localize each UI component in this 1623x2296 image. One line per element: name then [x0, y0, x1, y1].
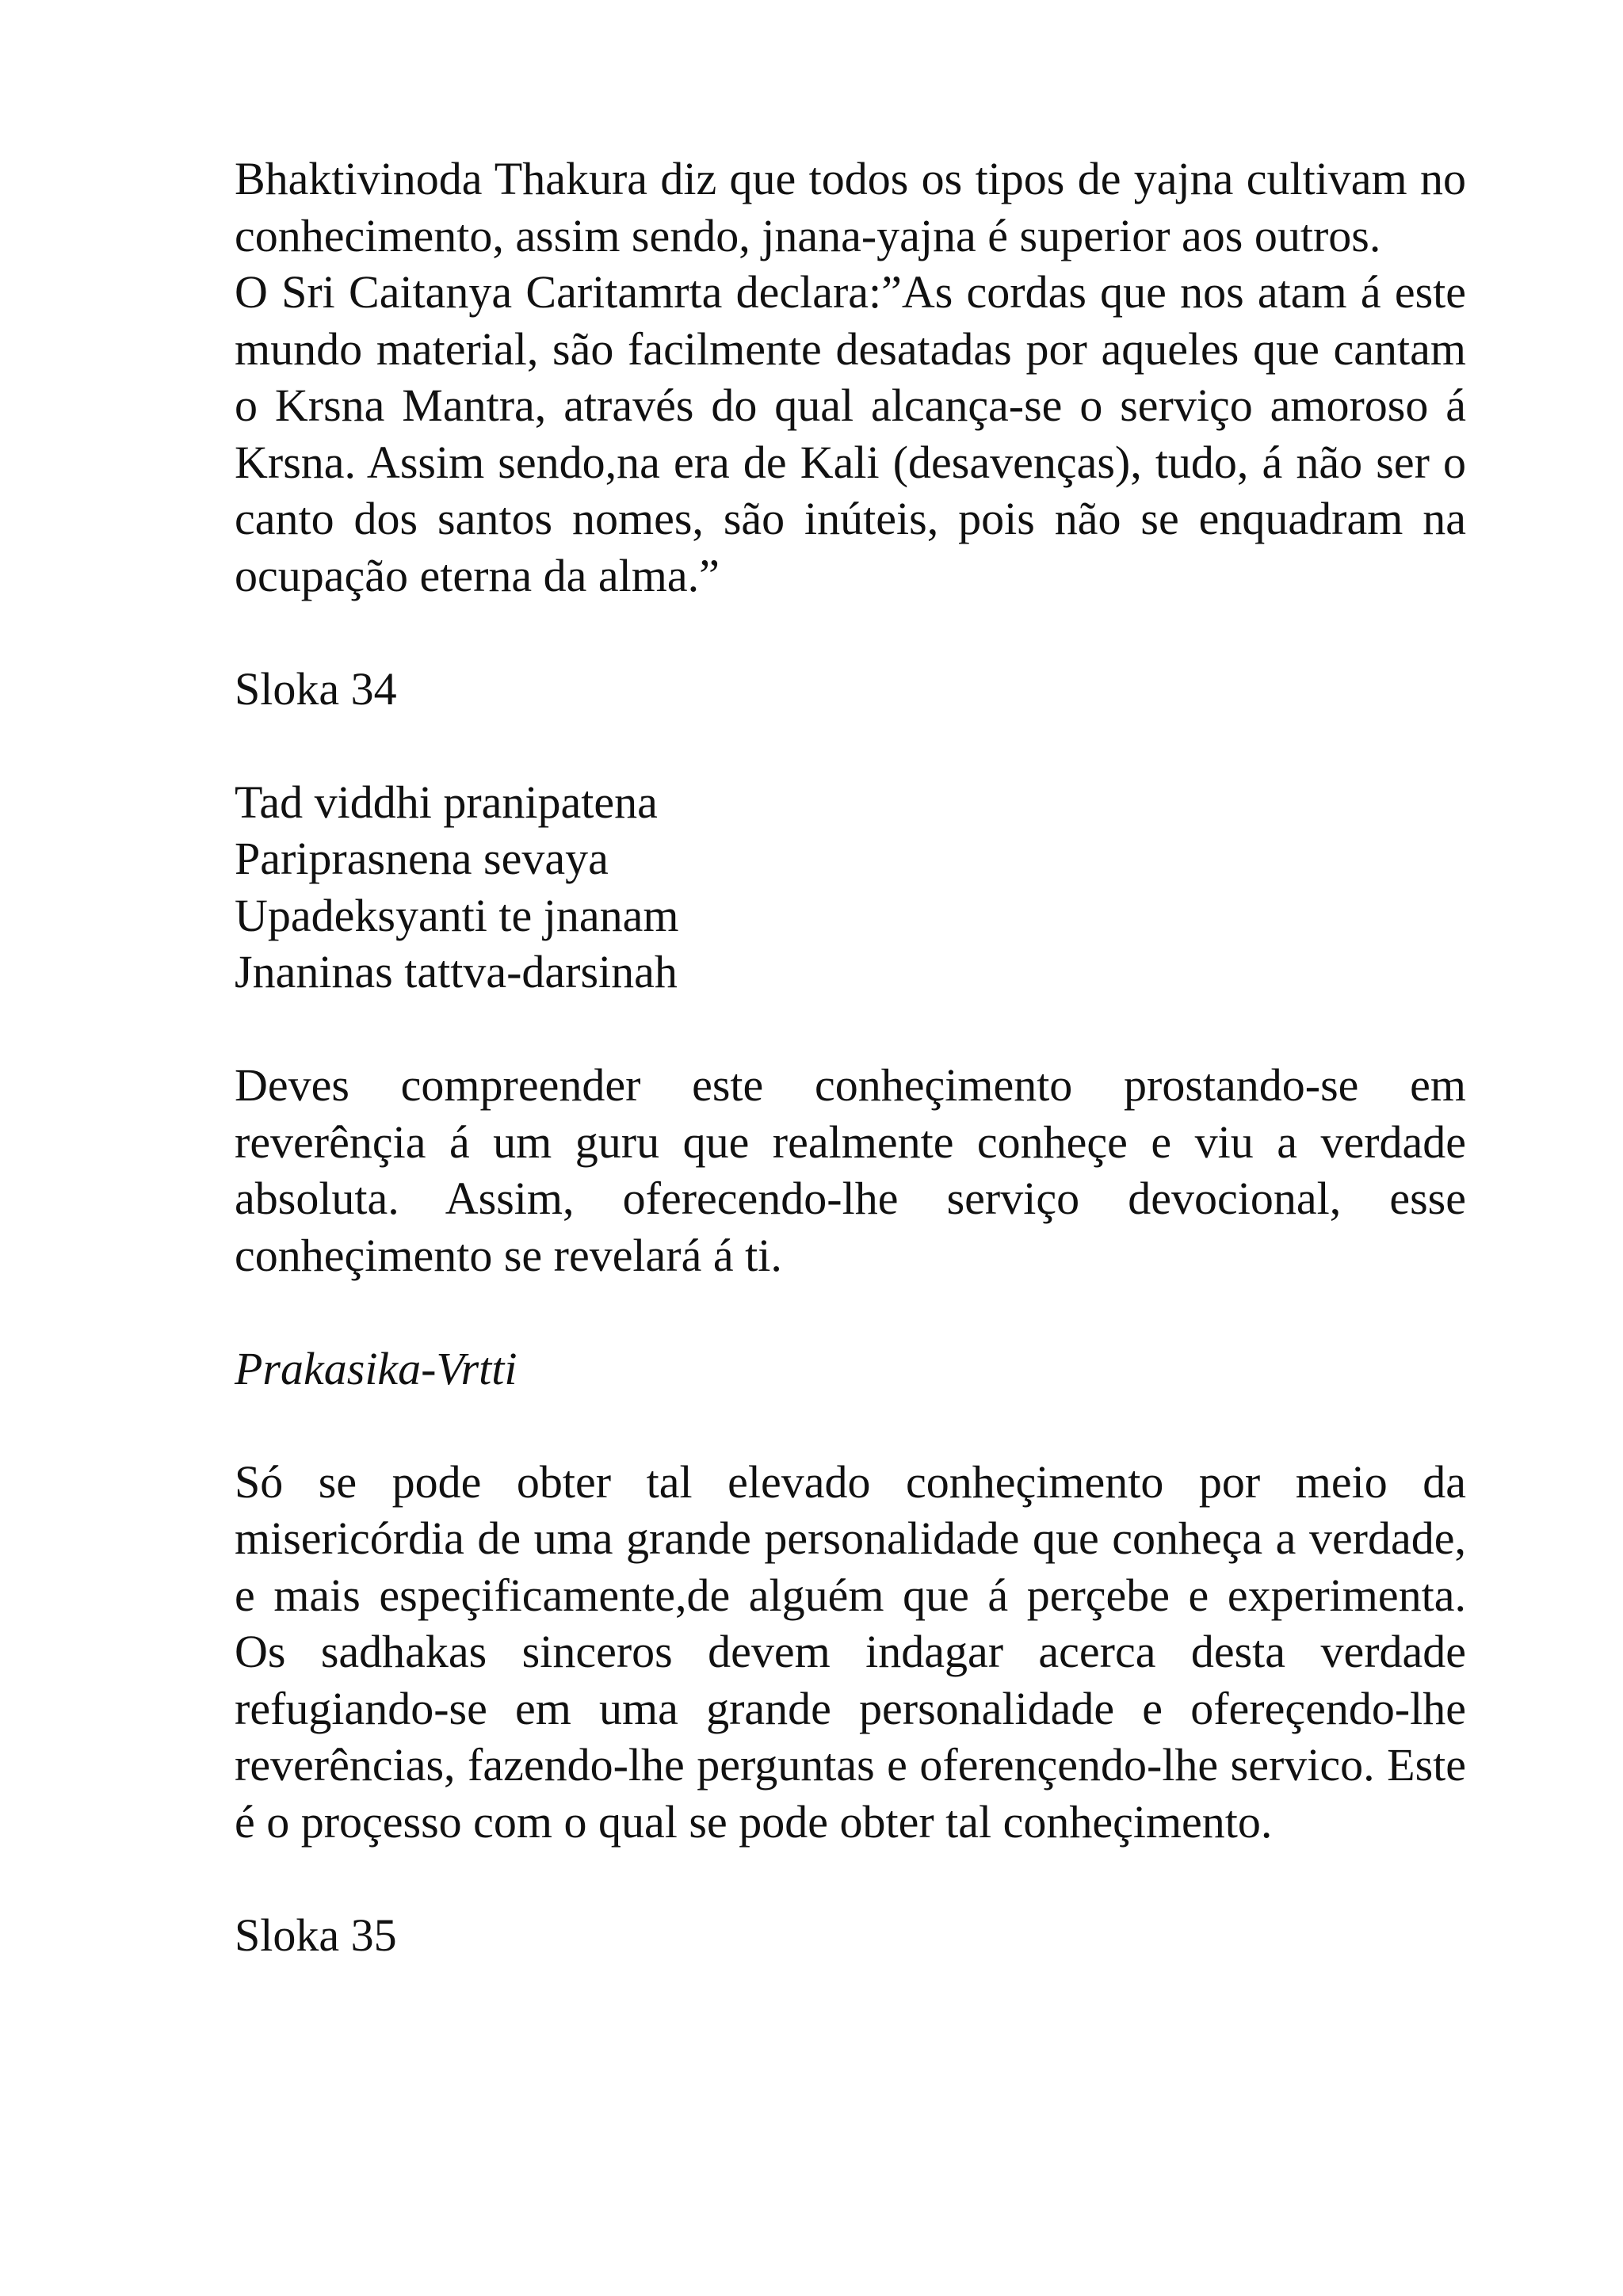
spacer — [235, 1397, 1466, 1454]
verse-line: Pariprasnena sevaya — [235, 833, 609, 884]
spacer — [235, 717, 1466, 774]
verse-line: Jnaninas tattva-darsinah — [235, 946, 678, 997]
commentary-heading: Prakasika-Vrtti — [235, 1342, 517, 1394]
paragraph-caitanya-caritamrta: O Sri Caitanya Caritamrta declara:”As cordas que nos atam á este mundo material, são facilmente desatadas por aqueles que cantam o Krsna Mantra, através do qual alcança-se o serviço amoroso á Krsna. Assim sendo,na era de Kali (desavenças), tudo, á não ser o canto dos santos nomes, são inúteis, pois não se enquadram na ocupação eterna da alma.” — [235, 266, 1466, 601]
sloka-35-heading: Sloka 35 — [235, 1909, 397, 1961]
spacer — [235, 1283, 1466, 1341]
verse-line: Tad viddhi pranipatena — [235, 776, 658, 828]
spacer — [235, 1001, 1466, 1058]
spacer — [235, 604, 1466, 661]
commentary-paragraph: Só se pode obter tal elevado conheçimento por meio da misericórdia de uma grande personalidade que conheça a verdade, e mais espeçificamente,de alguém que á perçebe e experimenta. Os sadhakas sinceros devem indagar acerca desta verdade refugiando-se em uma grande personalidade e ofereçendo-lhe reverências, fazendo-lhe perguntas e oferençendo-lhe servico. Este é o proçesso com o qual se pode obter tal conheçimento. — [235, 1455, 1466, 1848]
verse-line: Upadeksyanti te jnanam — [235, 889, 679, 941]
verse-block — [235, 774, 1466, 1001]
sloka-34-heading: Sloka 34 — [235, 662, 397, 715]
paragraph-bhaktivinoda: Bhaktivinoda Thakura diz que todos os tipos de yajna cultivam no conhecimento, assim sendo, jnana-yajna é superior aos outros. — [235, 153, 1466, 261]
spacer — [235, 1850, 1466, 1907]
document-page — [235, 151, 1466, 1963]
translation-paragraph: Deves compreender este conheçimento prostando-se em reverênçia á um guru que realmente conheçe e viu a verdade absoluta. Assim, oferecendo-lhe serviço devocional, esse conheçimento se revelará á ti. — [235, 1059, 1466, 1281]
